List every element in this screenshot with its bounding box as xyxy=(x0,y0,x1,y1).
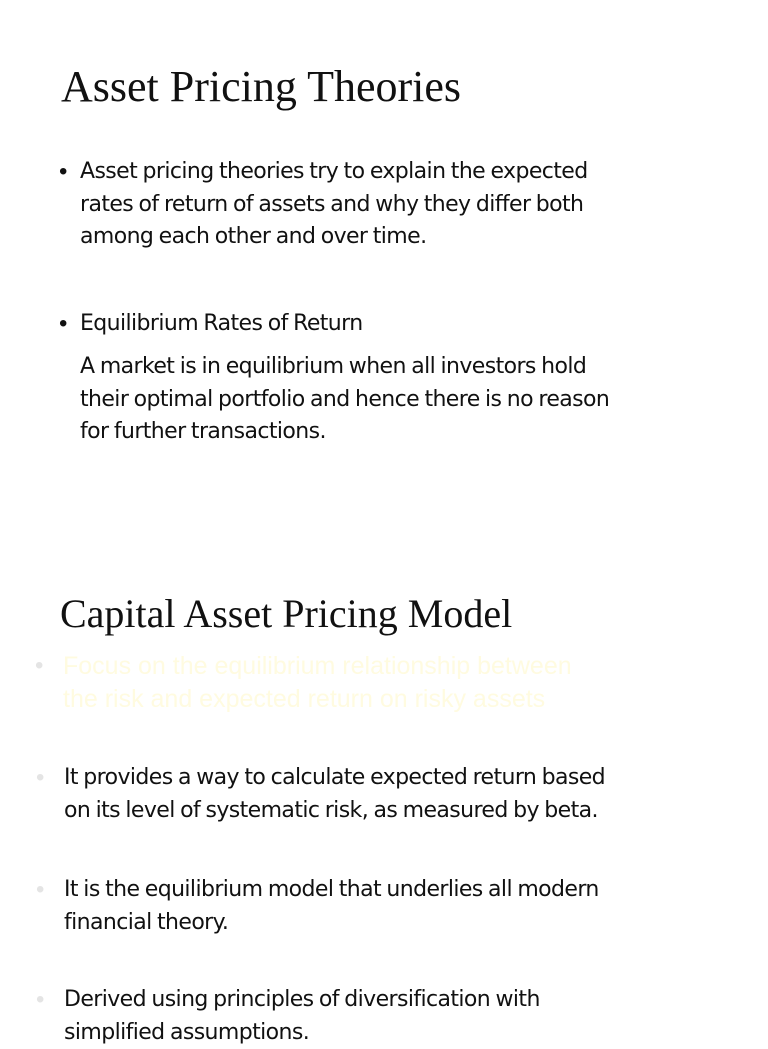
bullet-subtext xyxy=(80,351,609,449)
bullet-text: Derived using principles of diversification with simplified assumptions. xyxy=(64,987,540,1045)
slide-title: Capital Asset Pricing Model xyxy=(60,591,513,636)
bullet-dot-icon: • xyxy=(35,652,44,679)
bullet-text: Focus on the equilibrium relationship between the risk and expected return on risky assets xyxy=(63,652,572,713)
bullet-dot-icon: • xyxy=(36,876,44,903)
bullet-dot-icon: • xyxy=(36,764,44,791)
bullet-text: It provides a way to calculate expected return based on its level of systematic risk, as measured by beta. xyxy=(64,765,606,823)
bullet-text: Asset pricing theories try to explain the expected rates of return of assets and why they differ both among each other and over time. xyxy=(80,159,588,249)
slide-title: Asset Pricing Theories xyxy=(61,62,462,111)
bullet-item xyxy=(59,308,363,341)
bullet-dot-icon: • xyxy=(59,310,67,337)
bullet-text: It is the equilibrium model that underlies all modern financial theory. xyxy=(64,877,599,935)
bullet-item xyxy=(36,874,599,939)
bullet-subtext-body: A market is in equilibrium when all investors hold their optimal portfolio and hence there is no reason for further transactions. xyxy=(80,354,610,444)
bullet-item xyxy=(36,984,540,1049)
bullet-item xyxy=(59,156,588,254)
bullet-text: Equilibrium Rates of Return xyxy=(80,311,363,336)
slide-capital-asset-pricing-model xyxy=(0,560,768,1045)
bullet-item xyxy=(36,762,606,827)
bullet-dot-icon: • xyxy=(59,158,67,185)
bullet-item-faint xyxy=(35,650,572,715)
bullet-dot-icon: • xyxy=(36,986,44,1013)
